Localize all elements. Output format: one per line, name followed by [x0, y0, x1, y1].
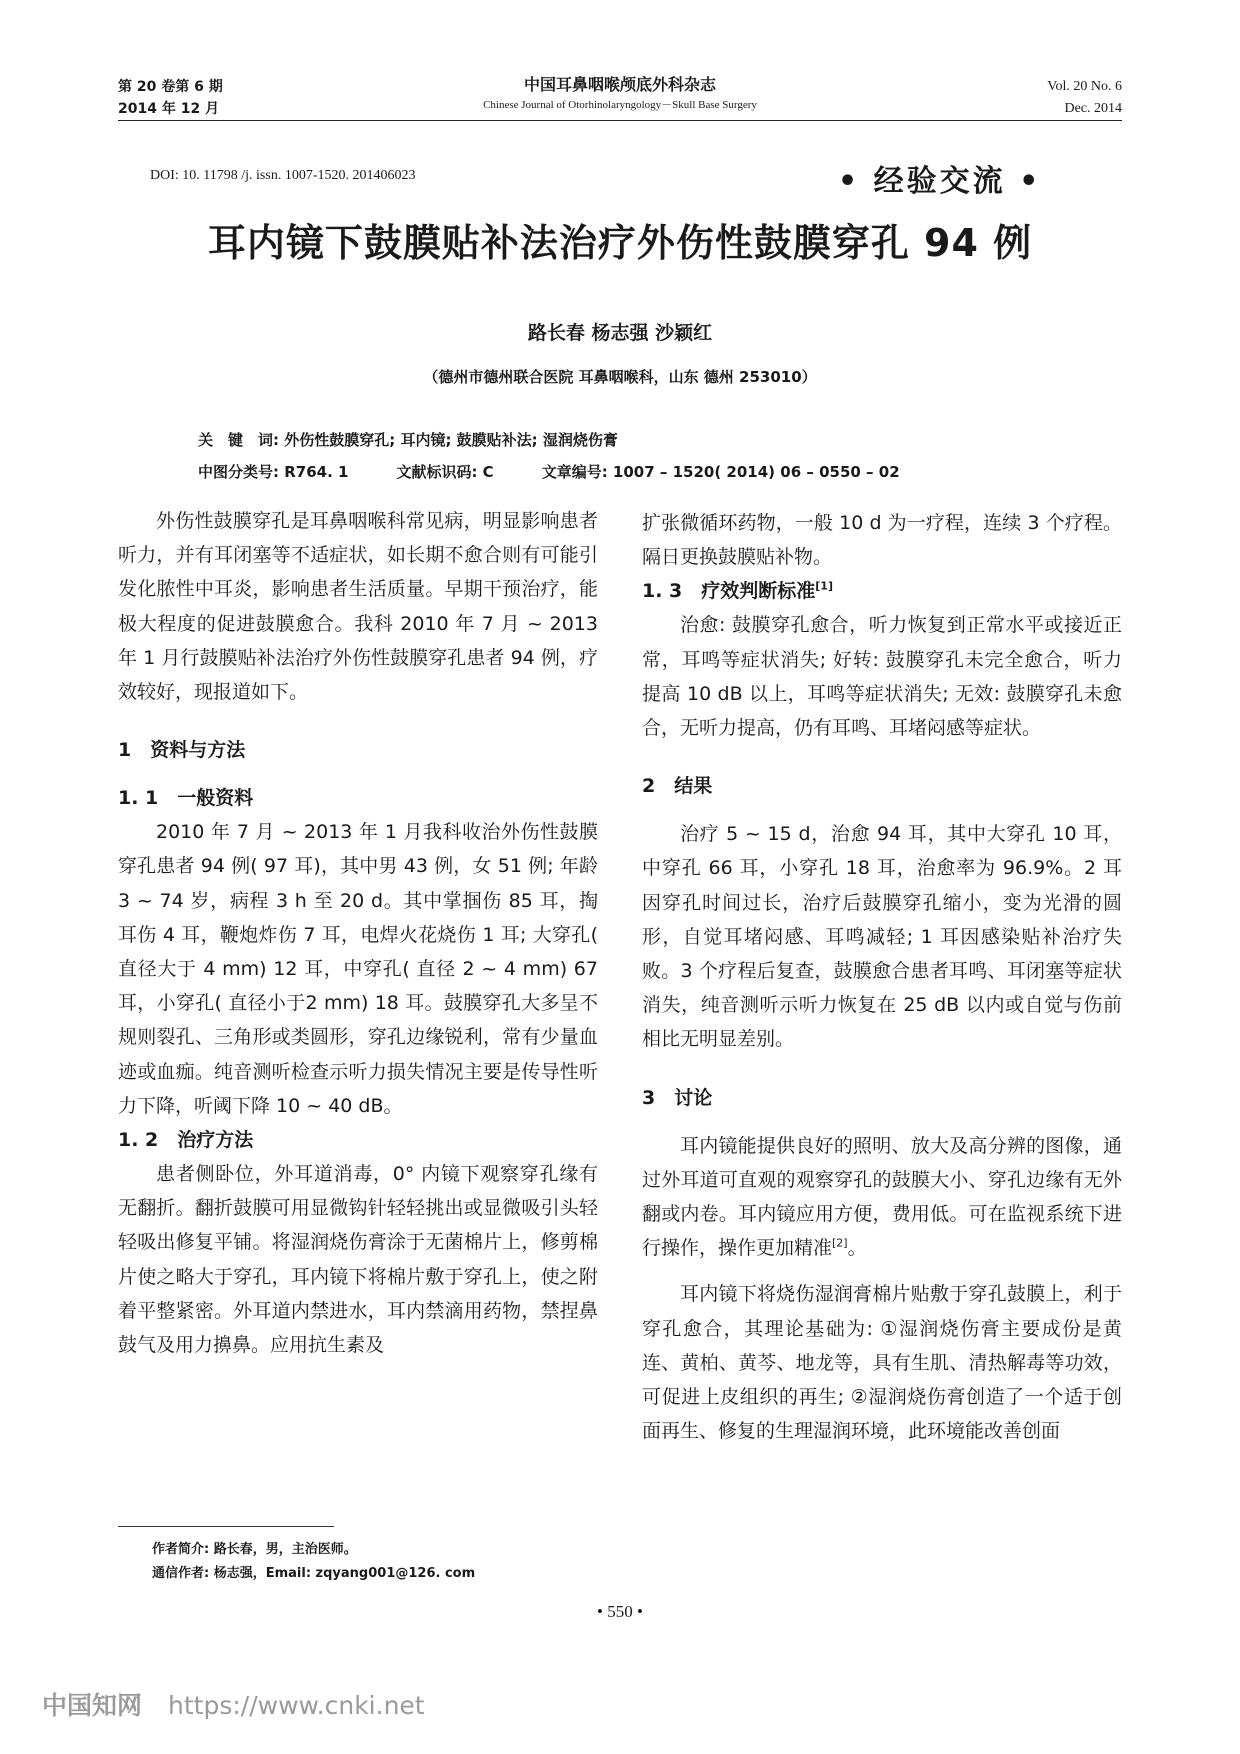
header-rule	[118, 120, 1122, 121]
results-paragraph: 治疗 5 ~ 15 d，治愈 94 耳，其中大穿孔 10 耳，中穿孔 66 耳，小穿孔 18 耳，治愈率为 96.9%。2 耳因穿孔时间过长，治疗后鼓膜穿孔缩小，变为光滑的圆形，自觉耳堵闷感、耳鸣减轻; 1 耳因感染贴补治疗失败。3 个疗程后复查，鼓膜愈合患者耳鸣、耳闭塞等症状消失，纯音测听示听力恢复在 25 dB 以内或自觉与伤前相比无明显差别。	[642, 823, 1122, 1051]
authors: 路长春 杨志强 沙颖红	[527, 322, 713, 344]
left-column	[118, 504, 598, 1362]
cnki-brand: 中国知网	[42, 1691, 143, 1720]
page-number: • 550 •	[597, 1602, 643, 1621]
journal-name-en: Chinese Journal of Otorhinolaryngology－Skull Base Surgery	[483, 99, 757, 111]
issue-info	[118, 76, 223, 120]
cnki-url[interactable]: https://www.cnki.net	[168, 1691, 425, 1720]
section-2-heading: 2 结果	[642, 775, 713, 798]
footnote	[152, 1538, 475, 1586]
affiliation: （德州市德州联合医院 耳鼻咽喉科，山东 德州 253010）	[423, 368, 817, 386]
section-1-2-heading: 1. 2 治疗方法	[118, 1129, 254, 1152]
journal-name	[380, 74, 860, 114]
classification-meta	[198, 456, 948, 488]
discussion-paragraph-2: 耳内镜下将烧伤湿润膏棉片贴敷于穿孔鼓膜上，利于穿孔愈合，其理论基础为: ①湿润烧伤膏主要成份是黄连、黄柏、黄芩、地龙等，具有生肌、清热解毒等功效，可促进上皮组织的再生; ②湿润烧伤膏创造了一个适于创面再生、修复的生理湿润环境，此环境能改善创面	[642, 1283, 1122, 1443]
section-1-1-heading: 1. 1 一般资料	[118, 787, 254, 810]
clc-number: 中图分类号: R764. 1	[198, 463, 349, 481]
corresponding-author: 通信作者: 杨志强，Email: zqyang001@126. com	[152, 1566, 476, 1581]
keywords: 关 键 词: 外伤性鼓膜穿孔; 耳内镜; 鼓膜贴补法; 湿润烧伤膏	[198, 431, 618, 449]
footnote-rule	[118, 1526, 334, 1527]
section-3-heading: 3 讨论	[642, 1086, 713, 1109]
article-title: 耳内镜下鼓膜贴补法治疗外伤性鼓膜穿孔 94 例	[207, 221, 1033, 265]
cnki-watermark	[42, 1686, 425, 1722]
section-1-3-heading	[642, 574, 1122, 608]
issue-date: 2014 年 12 月	[118, 101, 220, 117]
general-data-paragraph: 2010 年 7 月 ~ 2013 年 1 月我科收治外伤性鼓膜穿孔患者 94 例( 97 耳)，其中男 43 例，女 51 例; 年龄 3 ~ 74 岁，病程 3 h 至 20 d。其中掌掴伤 85 耳，掏耳伤 4 耳，鞭炮炸伤 7 耳，电焊火花烧伤 1 耳; 大穿孔( 直径大于 4 mm) 12 耳，中穿孔( 直径 2 ~ 4 mm) 67 耳，小穿孔( 直径小于2 mm) 18 耳。鼓膜穿孔大多呈不规则裂孔、三角形或类圆形，穿孔边缘锐利，常有少量血迹或血痂。纯音测听检查示听力损失情况主要是传导性听力下降，听阈下降 10 ~ 40 dB。	[118, 821, 598, 1117]
citation-1[interactable]: [1]	[815, 580, 833, 594]
date-en: Dec. 2014	[1064, 101, 1122, 116]
author-bio: 作者简介: 路长春，男，主治医师。	[152, 1542, 357, 1557]
issue-volume: 第 20 卷第 6 期	[118, 79, 223, 95]
discussion-1-end: 。	[847, 1237, 867, 1260]
volume-en: Vol. 20 No. 6	[1047, 79, 1122, 94]
document-code: 文献标识码: C	[396, 463, 494, 481]
journal-name-cn: 中国耳鼻咽喉颅底外科杂志	[523, 75, 716, 94]
column-tag: • 经验交流 •	[838, 164, 1042, 199]
issue-info-en	[1047, 76, 1122, 120]
discussion-1-text: 耳内镜能提供良好的照明、放大及高分辨的图像，通过外耳道可直观的观察穿孔的鼓膜大小、穿孔边缘有无外翻或内卷。耳内镜应用方便，费用低。可在监视系统下进行操作，操作更加精准	[642, 1134, 1122, 1260]
intro-paragraph: 外伤性鼓膜穿孔是耳鼻咽喉科常见病，明显影响患者听力，并有耳闭塞等不适症状，如长期不愈合则有可能引发化脓性中耳炎，影响患者生活质量。早期干预治疗，能极大程度的促进鼓膜愈合。我科 2010 年 7 月 ~ 2013 年 1 月行鼓膜贴补法治疗外伤性鼓膜穿孔患者 94 例，疗效较好，现报道如下。	[118, 510, 598, 704]
section-1-3-text: 1. 3 疗效判断标准	[642, 580, 816, 603]
criteria-paragraph: 治愈: 鼓膜穿孔愈合，听力恢复到正常水平或接近正常，耳鸣等症状消失; 好转: 鼓膜穿孔未完全愈合，听力提高 10 dB 以上，耳鸣等症状消失; 无效: 鼓膜穿孔未愈合，无听力提高，仍有耳鸣、耳堵闷感等症状。	[642, 614, 1122, 740]
right-column	[642, 506, 1122, 1448]
doi: DOI: 10. 11798 /j. issn. 1007-1520. 201406023	[150, 168, 416, 183]
treatment-paragraph: 患者侧卧位，外耳道消毒，0° 内镜下观察穿孔缘有无翻折。翻折鼓膜可用显微钩针轻轻挑出或显微吸引头轻轻吸出修复平铺。将湿润烧伤膏涂于无菌棉片上，修剪棉片使之略大于穿孔，耳内镜下将棉片敷于穿孔上，使之附着平整紧密。外耳道内禁进水，耳内禁滴用药物，禁捏鼻鼓气及用力擤鼻。应用抗生素及	[118, 1163, 598, 1357]
citation-2[interactable]: [2]	[832, 1236, 848, 1250]
discussion-paragraph-1	[642, 1129, 1122, 1266]
section-1-heading: 1 资料与方法	[118, 739, 246, 762]
treatment-paragraph-cont: 扩张微循环药物，一般 10 d 为一疗程，连续 3 个疗程。隔日更换鼓膜贴补物。	[642, 512, 1122, 569]
article-number: 文章编号: 1007 – 1520( 2014) 06 – 0550 – 02	[541, 463, 900, 481]
